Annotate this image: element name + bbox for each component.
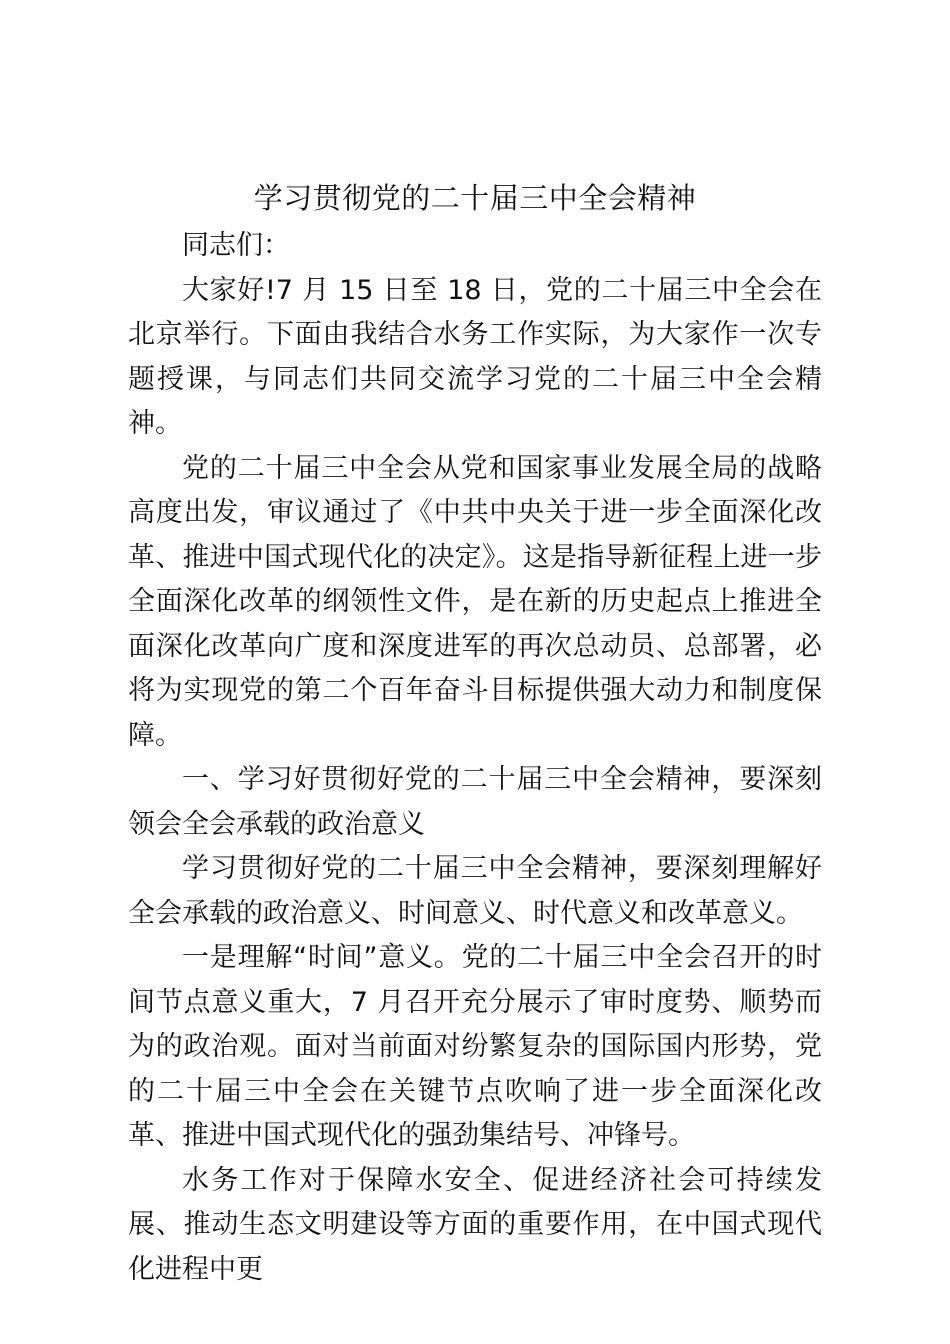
document-title: 学习贯彻党的二十届三中全会精神	[253, 181, 697, 215]
document-body	[128, 224, 822, 1292]
paragraph-water-affairs: 水务工作对于保障水安全、促进经济社会可持续发展、推动生态文明建设等方面的重要作用，在中国式现代化进程中更	[128, 1164, 822, 1285]
paragraph-decision: 党的二十届三中全会从党和国家事业发展全局的战略高度出发，审议通过了《中共中央关于进一步全面深化改革、推进中国式现代化的决定》。这是指导新征程上进一步全面深化改革的纲领性文件，是在新的历史起点上推进全面深化改革向广度和深度进军的再次总动员、总部署，必将为实现党的第二个百年奋斗目标提供强大动力和制度保障。	[128, 452, 822, 751]
paragraph-opening: 大家好!7 月 15 日至 18 日，党的二十届三中全会在北京举行。下面由我结合水务工作实际，为大家作一次专题授课，与同志们共同交流学习党的二十届三中全会精神。	[128, 274, 822, 439]
paragraph-time-meaning: 一是理解“时间”意义。党的二十届三中全会召开的时间节点意义重大，7 月召开充分展示了审时度势、顺势而为的政治观。面对当前面对纷繁复杂的国际国内形势，党的二十届三中全会在关键节点吹响了进一步全面深化改革、推进中国式现代化的强劲集结号、冲锋号。	[128, 942, 822, 1151]
paragraph-significance: 学习贯彻好党的二十届三中全会精神，要深刻理解好全会承载的政治意义、时间意义、时代意义和改革意义。	[128, 853, 822, 929]
salutation: 同志们：	[182, 230, 290, 261]
section-heading-one: 一、学习好贯彻好党的二十届三中全会精神，要深刻领会全会承载的政治意义	[128, 764, 822, 840]
